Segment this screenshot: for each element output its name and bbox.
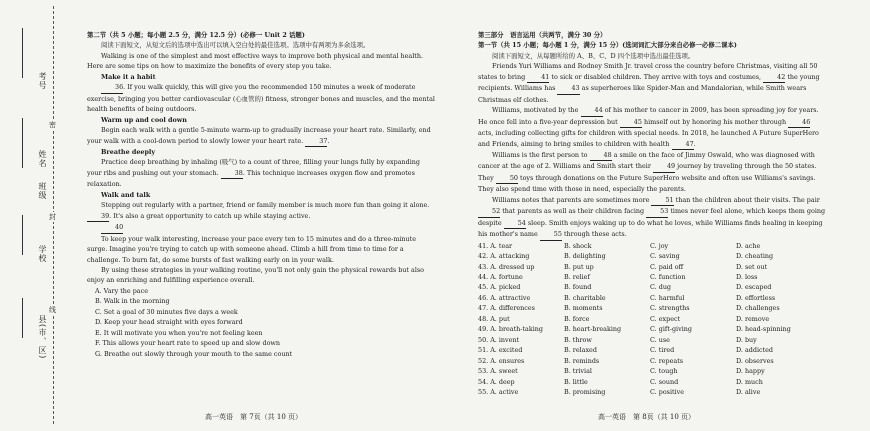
choice-row <box>478 356 826 366</box>
answer-blank[interactable]: 41 <box>527 72 549 83</box>
choice-option[interactable]: 43. A. dressed up <box>478 262 535 271</box>
subheading: Walk and talk <box>101 190 151 199</box>
binding-margin <box>0 0 62 431</box>
choice-option[interactable]: D. head-spinning <box>736 325 791 334</box>
choice-row <box>478 293 826 303</box>
choice-option[interactable]: C. harmful <box>650 293 685 302</box>
choice-option[interactable]: D. ache <box>736 241 761 250</box>
choice-option[interactable]: 46. A. attractive <box>478 293 531 302</box>
choice-option[interactable]: C. expect <box>650 314 681 323</box>
choice-option[interactable]: 48. A. put <box>478 314 510 323</box>
choice-option[interactable]: D. observes <box>736 356 774 365</box>
answer-blank[interactable]: 50 <box>496 173 518 184</box>
page-footer-right: 高一英语 第 8页（共 10 页） <box>598 413 696 421</box>
choice-option[interactable]: C. tired <box>650 346 675 355</box>
paragraph: By using these strategies in your walking routine, you'll not only gain the physical rewards but also enjoy an enriching and fulfilling experience overall. <box>87 265 425 285</box>
choice-option[interactable]: B. charitable <box>564 293 606 302</box>
page-footer-left: 高一英语 第 7页（共 10 页） <box>205 413 303 421</box>
choice-option[interactable]: B. reminds <box>564 356 600 365</box>
choice-option[interactable]: B. shock <box>564 241 592 250</box>
option-list <box>87 286 435 359</box>
choice-option[interactable]: 42. A. attacking <box>478 252 530 261</box>
choice-option[interactable]: C. saving <box>650 252 680 261</box>
subheading: Make it a habit <box>101 72 156 81</box>
choice-option[interactable]: C. paid off <box>650 262 684 271</box>
option-item: C. Set a goal of 30 minutes five days a week <box>95 307 238 316</box>
xuexiao-label: 学校 <box>38 245 47 263</box>
choice-row <box>478 377 826 387</box>
choice-option[interactable]: 54. A. deep <box>478 377 515 386</box>
choice-option[interactable]: D. effortless <box>736 293 776 302</box>
seal-mark-xian: 线 <box>49 306 56 314</box>
choice-option[interactable]: D. addicted <box>736 346 774 355</box>
xian-line <box>22 298 23 338</box>
choice-option[interactable]: D. cheating <box>736 252 774 261</box>
choice-row <box>478 345 826 355</box>
choice-row <box>478 303 826 313</box>
choice-option[interactable]: C. positive <box>650 387 684 396</box>
choice-table <box>478 241 826 398</box>
choice-row <box>478 335 826 345</box>
choice-option[interactable]: C. use <box>650 335 670 344</box>
seal-mark-mi: 密 <box>49 121 56 129</box>
answer-blank[interactable]: 37 <box>305 136 327 147</box>
choice-row <box>478 251 826 261</box>
choice-option[interactable]: B. promising <box>564 387 606 396</box>
answer-blank[interactable]: 46 <box>788 117 810 128</box>
choice-option[interactable]: 52. A. ensures <box>478 356 525 365</box>
choice-option[interactable]: B. throw <box>564 335 592 344</box>
paragraph: Walking is one of the simplest and most effective ways to improve both physical and mental health. Here are some tips on how to maximize the benefits of every step you take. <box>87 51 423 71</box>
choice-option[interactable]: D. happy <box>736 367 765 376</box>
choice-option[interactable]: D. buy <box>736 335 757 344</box>
choice-option[interactable]: 41. A. tear <box>478 241 513 250</box>
answer-blank[interactable]: 39 <box>87 211 109 222</box>
option-item: B. Walk in the morning <box>95 297 170 306</box>
answer-blank[interactable]: 45 <box>620 117 642 128</box>
choice-option[interactable]: B. force <box>564 314 590 323</box>
choice-option[interactable]: 50. A. invent <box>478 335 520 344</box>
paragraph: Williams notes that parents are sometimes more 51 than the children about their visits. The pair 52 that parents as well as their children facing 53 times never feel alone, which keeps them going despite 54 sleep. Smith enjoys waking up to do what he loves, while Williams finds healing in keeping his mother's name 55 through these acts. <box>478 195 826 241</box>
xingming-label: 姓名 <box>38 150 47 168</box>
xingming-line <box>22 118 23 168</box>
choice-option[interactable]: C. strengths <box>650 304 690 313</box>
choice-row <box>478 366 826 376</box>
choice-row <box>478 314 826 324</box>
kaohao-line <box>22 28 23 78</box>
choice-option[interactable]: 53. A. sweet <box>478 367 518 376</box>
answer-blank[interactable]: 40 <box>101 222 123 233</box>
choice-option[interactable]: 51. A. excited <box>478 346 523 355</box>
paragraph: Williams, motivated by the 44 of his mother to cancer in 2009, has been spreading joy for years. He once fell into a five-year depression but 45 himself out by honoring his mother through 46 acts, including collecting gifts for children with special needs. In 2018, he launched A Future SuperHero and Friends, aiming to bring smiles to children with health 47. <box>478 105 826 150</box>
choice-option[interactable]: 55. A. active <box>478 387 519 396</box>
kaohao-label: 考号 <box>38 72 47 90</box>
instruction: 阅读下面短文，从每题所给的 A、B、C、D 四个选项中选出最佳选项。 <box>492 51 695 60</box>
choice-option[interactable]: D. loss <box>736 272 758 281</box>
choice-row <box>478 262 826 272</box>
choice-option[interactable]: 49. A. breath-taking <box>478 325 543 334</box>
option-item: A. Vary the pace <box>95 286 148 295</box>
answer-blank[interactable]: 48 <box>590 150 612 161</box>
choice-row <box>478 272 826 282</box>
choice-option[interactable]: D. remove <box>736 314 770 323</box>
choice-row <box>478 241 826 251</box>
choice-option[interactable]: B. moments <box>564 304 603 313</box>
subheading: Warm up and cool down <box>101 115 187 124</box>
choice-option[interactable]: B. relief <box>564 272 590 281</box>
seal-mark-feng: 封 <box>49 213 56 221</box>
choice-option[interactable]: B. relaxed <box>564 346 597 355</box>
choice-option[interactable]: B. little <box>564 377 588 386</box>
choice-row <box>478 387 826 397</box>
section-title: 第二节（共 5 小题；每小题 2.5 分，满分 12.5 分）(必修一 Unit 2 话题) <box>87 31 305 39</box>
choice-option[interactable]: C. repeats <box>650 356 684 365</box>
answer-blank[interactable]: 44 <box>581 105 603 116</box>
choice-option[interactable]: C. joy <box>650 241 669 250</box>
answer-blank[interactable]: 52 <box>478 206 500 217</box>
xuexiao-line <box>22 215 23 255</box>
choice-option[interactable]: B. trivial <box>564 367 592 376</box>
answer-blank[interactable]: 43 <box>557 83 579 94</box>
answer-blank[interactable]: 36 <box>101 82 123 93</box>
choice-option[interactable]: B. found <box>564 283 592 292</box>
part-title: 第三部分 语言运用（共两节，满分 30 分） <box>478 31 607 39</box>
choice-option[interactable]: D. alive <box>736 387 761 396</box>
left-column <box>87 30 435 359</box>
section-title: 第一节（共 15 小题；每小题 1 分，满分 15 分）(选词词汇大部分来自必修一必修二课本) <box>478 41 737 50</box>
choice-option[interactable]: D. challenges <box>736 304 780 313</box>
choice-option[interactable]: C. gift-giving <box>650 325 692 334</box>
paragraph: Stepping out regularly with a partner, friend or family member is much more fun than going it alone. 39. It's also a great opportunity to catch up while staying active. <box>87 200 435 222</box>
choice-row <box>478 324 826 334</box>
answer-blank[interactable]: 55 <box>540 229 562 240</box>
xian-label: 县(市、区) <box>38 315 47 360</box>
choice-option[interactable]: 44. A. fortune <box>478 272 523 281</box>
choice-option[interactable]: C. dug <box>650 283 672 292</box>
paragraph: To keep your walk interesting, increase your pace every ten to 15 minutes and do a three-minute surge. Imagine you're trying to catch up with someone ahead. Climb a hill from time to time for a challenge. To burn fat, do some bursts of fast walking early on in your walk. <box>87 234 417 264</box>
paragraph: Williams is the first person to 48 a smile on the face of Jimmy Oswald, who was diagnosed with cancer at the age of 2. Williams and Smith start their 49 journey by traveling through the 50 states. They 50 toys through donations on the Future SuperHero website and often use Williams's savings. They also spend time with those in need, especially the parents. <box>478 150 817 194</box>
instruction: 阅读下面短文，从短文后的选项中选出可以填入空白处的最佳选项。选项中有两项为多余选项。 <box>101 41 370 50</box>
choice-option[interactable]: 47. A. differences <box>478 304 535 313</box>
option-item: F. This allows your heart rate to speed up and slow down <box>95 339 281 348</box>
answer-blank[interactable]: 42 <box>763 72 785 83</box>
paragraph: Begin each walk with a gentle 5-minute warm-up to gradually increase your heart rate. Similarly, end your walk with a cool-down period to slowly lower your heart rate. 37. <box>87 125 435 147</box>
choice-option[interactable]: D. escaped <box>736 283 772 292</box>
choice-row <box>478 282 826 292</box>
choice-option[interactable]: C. sound <box>650 377 679 386</box>
paragraph <box>87 222 435 233</box>
choice-option[interactable]: C. tough <box>650 367 678 376</box>
option-item: G. Breathe out slowly through your mouth to the same count <box>95 349 293 358</box>
banji-label: 班级 <box>38 182 47 200</box>
answer-blank[interactable]: 38 <box>221 168 243 179</box>
choice-option[interactable]: D. much <box>736 377 763 386</box>
option-item: E. It will motivate you when you're not feeling keen <box>95 328 263 337</box>
answer-blank[interactable]: 47 <box>672 139 694 150</box>
choice-option[interactable]: 45. A. picked <box>478 283 521 292</box>
option-item: D. Keep your head straight with eyes forward <box>95 318 243 327</box>
answer-blank[interactable]: 49 <box>653 161 675 172</box>
subheading: Breathe deeply <box>101 147 156 156</box>
choice-option[interactable]: B. heart-breaking <box>564 325 622 334</box>
answer-blank[interactable]: 53 <box>646 206 668 217</box>
answer-blank[interactable]: 51 <box>651 195 673 206</box>
choice-option[interactable]: D. set out <box>736 262 768 271</box>
paragraph: Friends Yuri Williams and Rodney Smith Jr. travel cross the country before Christmas, visiting all 50 states to bring 41 to sick or disabled children. They arrive with toys and costumes, 42 the young recipients. Williams has 43 as superheroes like Spider-Man and Mandalorian, while Smith wears Christmas elf clothes. <box>478 62 820 104</box>
choice-option[interactable]: B. delighting <box>564 252 606 261</box>
paragraph: 36. If you walk quickly, this will give you the recommended 150 minutes a week of moderate exercise, bringing you better cardiovascular (心血管的) fitness, stronger bones and muscles, and the mental health benefits of being outdoors. <box>87 83 435 114</box>
answer-blank[interactable]: 54 <box>504 218 526 229</box>
paragraph: Practice deep breathing by inhaling (吸气) to a count of three, filling your lungs fully by expanding your ribs and pushing out your stomach. 38. This technique increases oxygen flow and promotes relaxation. <box>87 158 420 189</box>
choice-option[interactable]: B. put up <box>564 262 594 271</box>
choice-option[interactable]: C. function <box>650 272 686 281</box>
right-column <box>478 30 826 397</box>
